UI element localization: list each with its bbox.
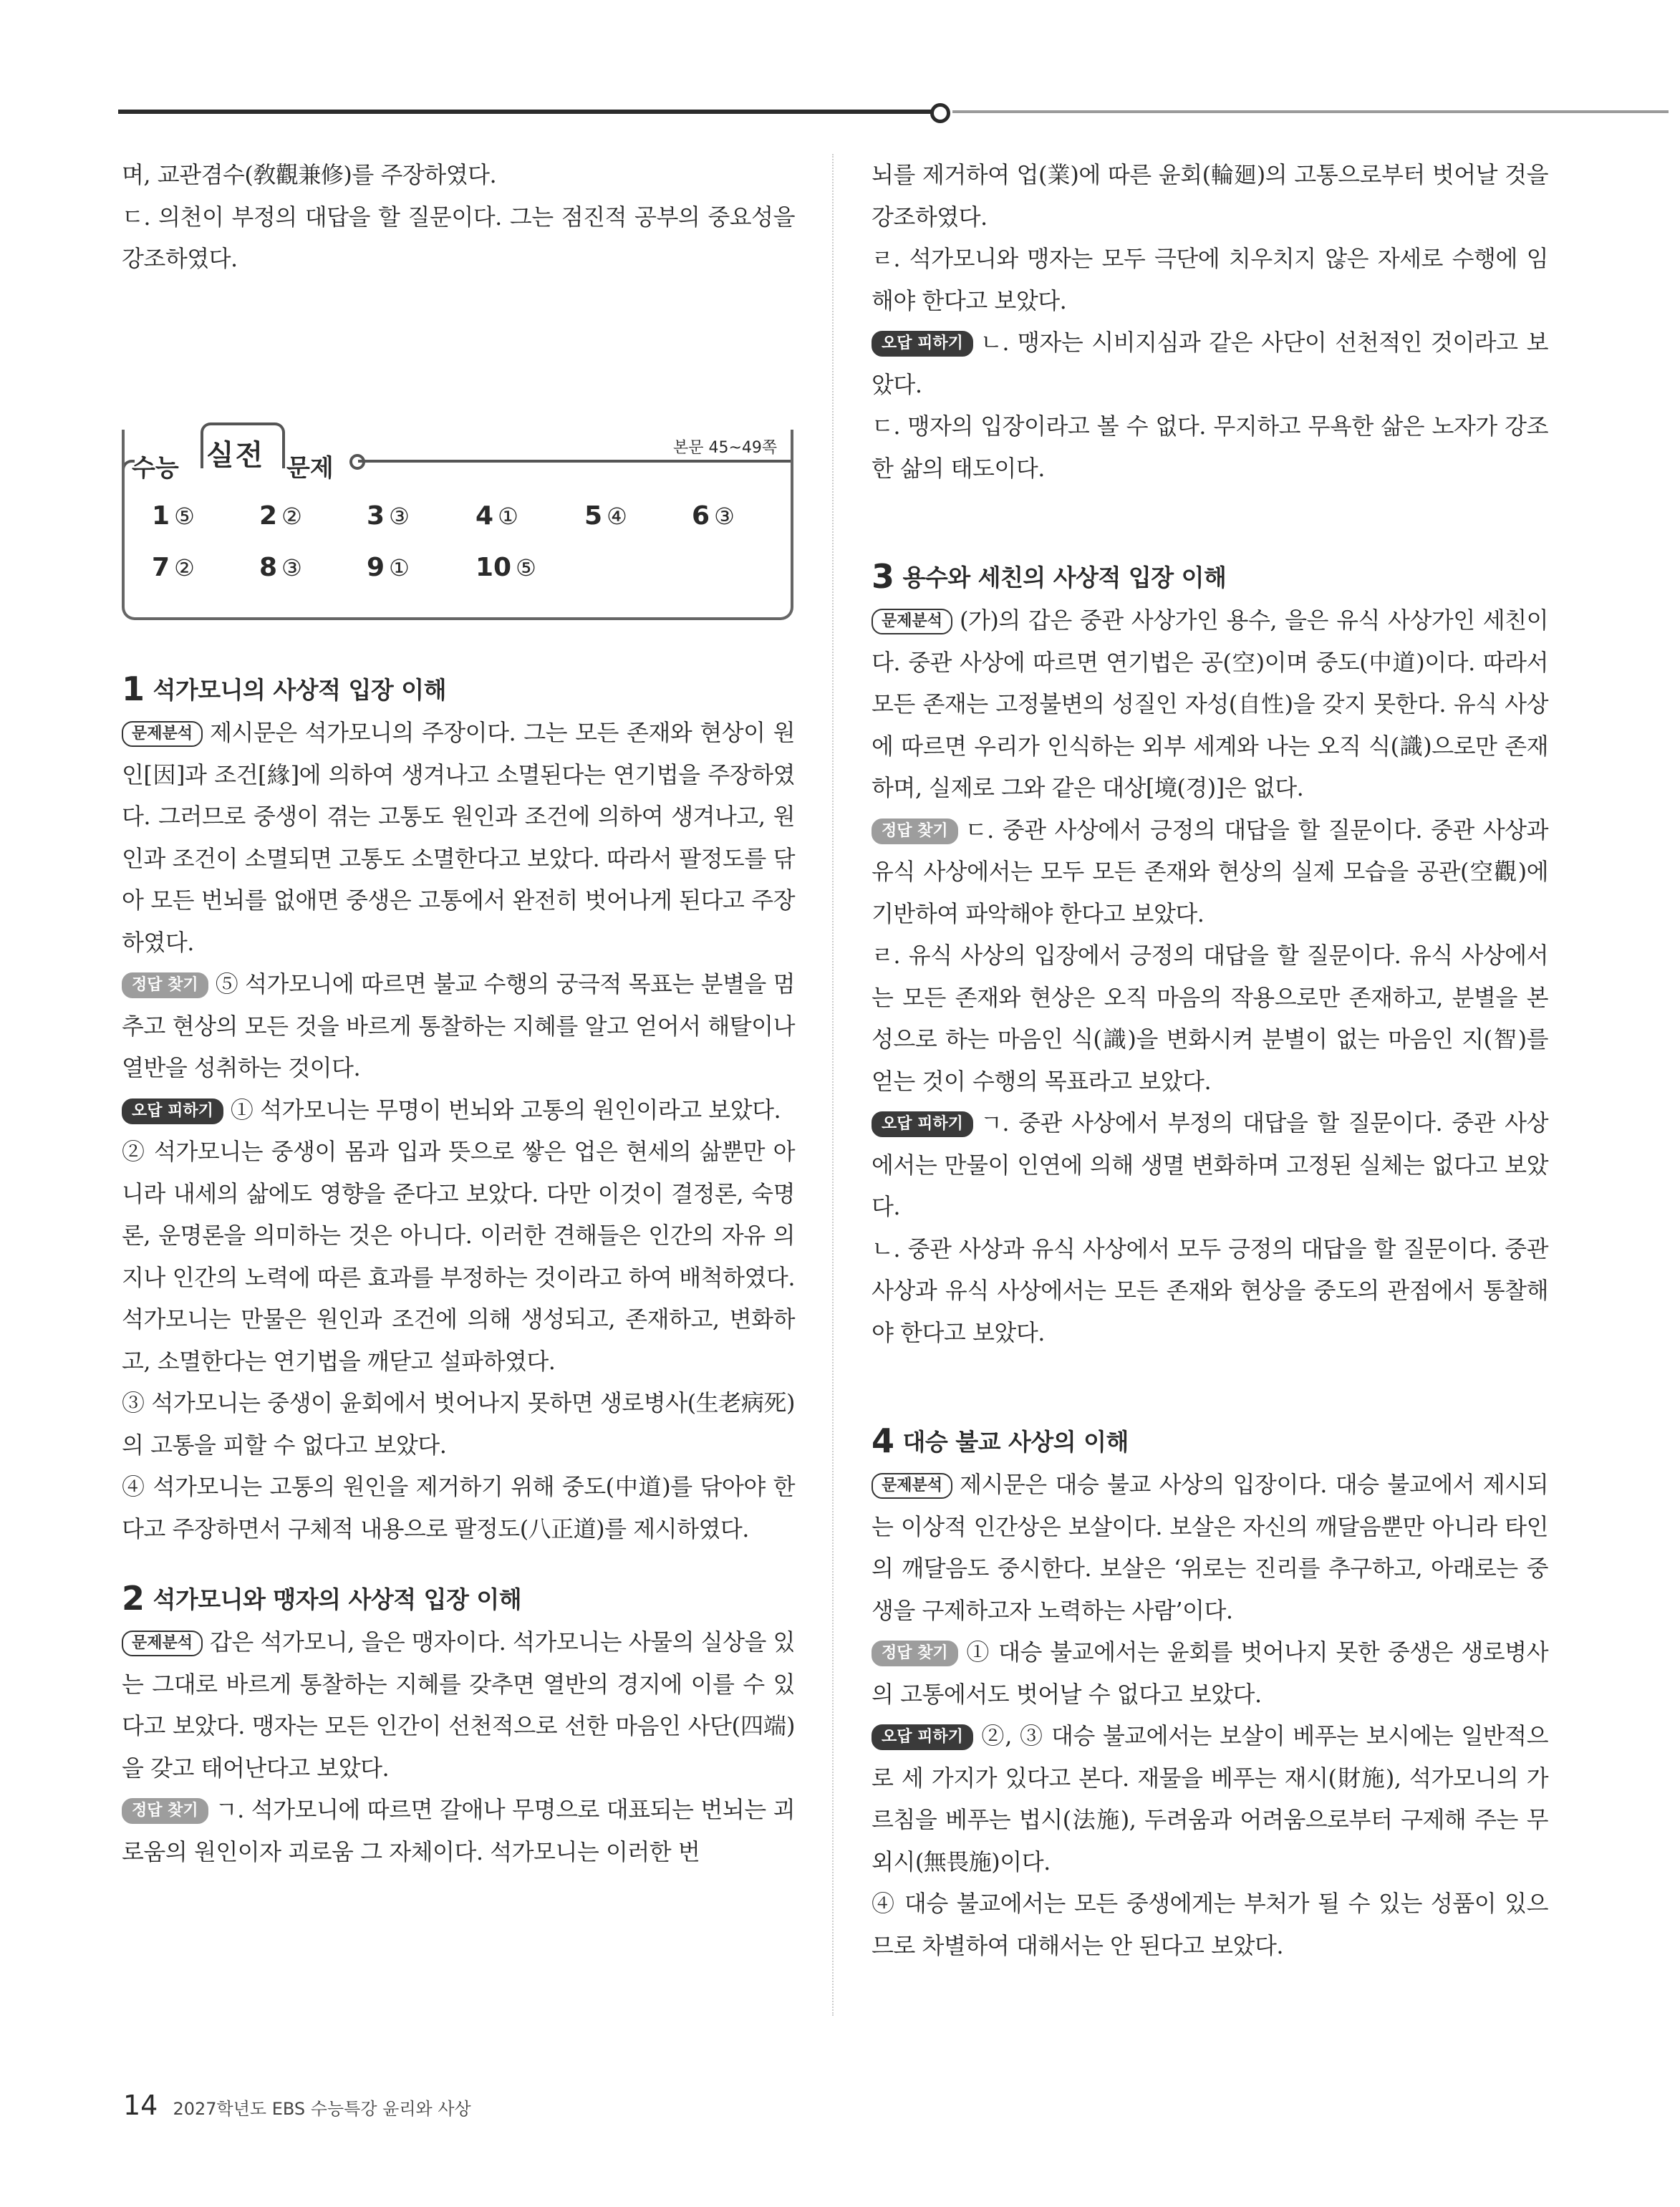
answer-box-siljeon: 실전	[206, 439, 265, 472]
answer-box-suneung: 수능	[132, 454, 179, 483]
wrong-tag: 오답 피하기	[122, 1098, 223, 1124]
header-rule-light	[952, 110, 1669, 113]
section-2-continued: 뇌를 제거하여 업(業)에 따른 윤회(輪廻)의 고통으로부터 벗어날 것을 강조하였다.	[872, 161, 1548, 231]
section-2-wrong-2: ㄷ. 맹자의 입장이라고 볼 수 없다. 무지하고 무욕한 삶은 노자가 강조한 삶의 태도이다.	[872, 412, 1548, 482]
section-1-correct: 정답 찾기 ⑤ 석가모니에 따르면 불교 수행의 궁극적 목표는 분별을 멈추고 현상의 모든 것을 바르게 통찰하는 지혜를 알고 얻어서 해탈이나 열반을 성취하는 것이다.	[122, 970, 795, 1081]
analysis-tag: 문제분석	[122, 721, 203, 747]
correct-tag: 정답 찾기	[872, 1641, 958, 1666]
correct-tag: 정답 찾기	[122, 1798, 208, 1824]
answer-item: 7 ②	[152, 553, 195, 582]
book-title: 2027학년도 EBS 수능특강 윤리와 사상	[173, 2099, 471, 2119]
left-column-top	[122, 154, 795, 280]
answer-item: 2 ②	[259, 501, 302, 531]
section-4-wrong: 오답 피하기 ②, ③ 대승 불교에서는 보살이 베푸는 보시에는 일반적으로 세 가지가 있다고 본다. 재물을 베푸는 재시(財施), 석가모니의 가르침을 베푸는 법시(法施), 두려움과 어려움으로부터 구제해 주는 무외시(無畏施)이다.	[872, 1722, 1548, 1875]
analysis-tag: 문제분석	[872, 609, 952, 634]
answer-box-munje: 문제	[286, 454, 334, 483]
header-rule	[118, 107, 1536, 116]
section-3-correct: 정답 찾기 ㄷ. 중관 사상에서 긍정의 대답을 할 질문이다. 중관 사상과 유식 사상에서는 모두 모든 존재와 현상의 실제 모습을 공관(空觀)에 기반하여 파악해야 한다고 보았다.	[872, 816, 1548, 927]
section-3-wrong: 오답 피하기 ㄱ. 중관 사상에서 부정의 대답을 할 질문이다. 중관 사상에서는 만물이 인연에 의해 생멸 변화하며 고정된 실체는 없다고 보았다.	[872, 1109, 1548, 1220]
section-3-wrong-2: ㄴ. 중관 사상과 유식 사상에서 모두 긍정의 대답을 할 질문이다. 중관 사상과 유식 사상에서는 모든 존재와 현상을 중도의 관점에서 통찰해야 한다고 보았다.	[872, 1235, 1548, 1346]
right-column	[872, 154, 1548, 1966]
answer-item: 6 ③	[692, 501, 735, 531]
page-number: 14	[123, 2090, 158, 2121]
section-2-wrong: 오답 피하기 ㄴ. 맹자는 시비지심과 같은 사단이 선천적인 것이라고 보았다.	[872, 329, 1548, 398]
answer-item: 10 ⑤	[475, 553, 536, 582]
left-intro-2: ㄷ. 의천이 부정의 대답을 할 질문이다. 그는 점진적 공부의 중요성을 강조하였다.	[122, 203, 795, 272]
analysis-tag: 문제분석	[122, 1631, 203, 1656]
section-1-wrong: 오답 피하기 ① 석가모니는 무명이 번뇌와 고통의 원인이라고 보았다.	[122, 1089, 795, 1131]
section-4-analysis: 문제분석 제시문은 대승 불교 사상의 입장이다. 대승 불교에서 제시되는 이상적 인간상은 보살이다. 보살은 자신의 깨달음뿐만 아니라 타인의 깨달음도 중시한다. 보살은 ‘위로는 진리를 추구하고, 아래로는 중생을 구제하고자 노력하는 사람’이다.	[872, 1471, 1548, 1624]
section-1-heading: 1 석가모니의 사상적 입장 이해	[122, 670, 447, 708]
section-2-correct-2: ㄹ. 석가모니와 맹자는 모두 극단에 치우치지 않은 자세로 수행에 임해야 한다고 보았다.	[872, 245, 1548, 314]
section-4-wrong-2: ④ 대승 불교에서는 모든 중생에게는 부처가 될 수 있는 성품이 있으므로 차별하여 대해서는 안 된다고 보았다.	[872, 1890, 1548, 1959]
section-4-heading: 4 대승 불교 사상의 이해	[872, 1421, 1129, 1460]
left-intro-1: 며, 교관겸수(敎觀兼修)를 주장하였다.	[122, 161, 497, 188]
left-column-sections	[122, 667, 795, 1873]
section-1-wrong-3: ③ 석가모니는 중생이 윤회에서 벗어나지 못하면 생로병사(生老病死)의 고통을 피할 수 없다고 보았다.	[122, 1389, 795, 1459]
answer-item: 5 ④	[584, 501, 627, 531]
page-footer	[123, 2090, 471, 2121]
section-2-correct: 정답 찾기 ㄱ. 석가모니에 따르면 갈애나 무명으로 대표되는 번뇌는 괴로움의 원인이자 괴로움 그 자체이다. 석가모니는 이러한 번	[122, 1796, 795, 1865]
header-rule-circle	[930, 103, 950, 123]
answer-item: 3 ③	[367, 501, 410, 531]
header-rule-dark	[118, 110, 931, 114]
section-3-correct-2: ㄹ. 유식 사상의 입장에서 긍정의 대답을 할 질문이다. 유식 사상에서는 모든 존재와 현상은 오직 마음의 작용으로만 존재하고, 분별을 본성으로 하는 마음인 식(識)을 변화시켜 분별이 없는 마음인 지(智)를 얻는 것이 수행의 목표라고 보았다.	[872, 942, 1548, 1095]
section-1-wrong-4: ④ 석가모니는 고통의 원인을 제거하기 위해 중도(中道)를 닦아야 한다고 주장하면서 구체적 내용으로 팔정도(八正道)를 제시하였다.	[122, 1473, 795, 1542]
section-4-correct: 정답 찾기 ① 대승 불교에서는 윤회를 벗어나지 못한 중생은 생로병사의 고통에서도 벗어날 수 없다고 보았다.	[872, 1638, 1548, 1708]
section-1-analysis: 문제분석 제시문은 석가모니의 주장이다. 그는 모든 존재와 현상이 원인[因]과 조건[緣]에 의하여 생겨나고 소멸된다는 연기법을 주장하였다. 그러므로 중생이 겪는 고통도 원인과 조건에 의하여 생겨나고, 원인과 조건이 소멸되면 고통도 소멸한다고 보았다. 따라서 팔정도를 닦아 모든 번뇌를 없애면 중생은 고통에서 완전히 벗어나게 된다고 주장하였다.	[122, 719, 795, 956]
section-1-wrong-2: ② 석가모니는 중생이 몸과 입과 뜻으로 쌓은 업은 현세의 삶뿐만 아니라 내세의 삶에도 영향을 준다고 보았다. 다만 이것이 결정론, 숙명론, 운명론을 의미하는 것은 아니다. 이러한 견해들은 인간의 자유 의지나 인간의 노력에 따른 효과를 부정하는 것이라고 하여 배척하였다. 석가모니는 만물은 원인과 조건에 의해 생성되고, 존재하고, 변화하고, 소멸한다는 연기법을 깨닫고 설파하였다.	[122, 1138, 795, 1375]
wrong-tag: 오답 피하기	[872, 1724, 973, 1750]
correct-tag: 정답 찾기	[872, 818, 958, 844]
correct-tag: 정답 찾기	[122, 972, 208, 998]
analysis-tag: 문제분석	[872, 1473, 952, 1499]
section-3-heading: 3 용수와 세친의 사상적 입장 이해	[872, 557, 1227, 596]
section-2-heading: 2 석가모니와 맹자의 사상적 입장 이해	[122, 1579, 522, 1618]
answer-box-page-range: 본문 45~49쪽	[673, 439, 778, 457]
answer-item: 4 ①	[475, 501, 518, 531]
answer-item: 8 ③	[259, 553, 302, 582]
section-3-analysis: 문제분석 (가)의 갑은 중관 사상가인 용수, 을은 유식 사상가인 세친이다. 중관 사상에 따르면 연기법은 공(空)이며 중도(中道)이다. 따라서 모든 존재는 고정불변의 성질인 자성(自性)을 갖지 못한다. 유식 사상에 따르면 우리가 인식하는 외부 세계와 나는 오직 식(識)으로만 존재하며, 실제로 그와 같은 대상[境(경)]은 없다.	[872, 607, 1548, 801]
column-divider	[832, 154, 834, 2016]
answer-item: 9 ①	[367, 553, 410, 582]
wrong-tag: 오답 피하기	[872, 331, 973, 357]
section-2-analysis: 문제분석 갑은 석가모니, 을은 맹자이다. 석가모니는 사물의 실상을 있는 그대로 바르게 통찰하는 지혜를 갖추면 열반의 경지에 이를 수 있다고 보았다. 맹자는 모든 인간이 선천적으로 선한 마음인 사단(四端)을 갖고 태어난다고 보았다.	[122, 1628, 795, 1782]
wrong-tag: 오답 피하기	[872, 1111, 973, 1137]
answer-item: 1 ⑤	[152, 501, 195, 531]
